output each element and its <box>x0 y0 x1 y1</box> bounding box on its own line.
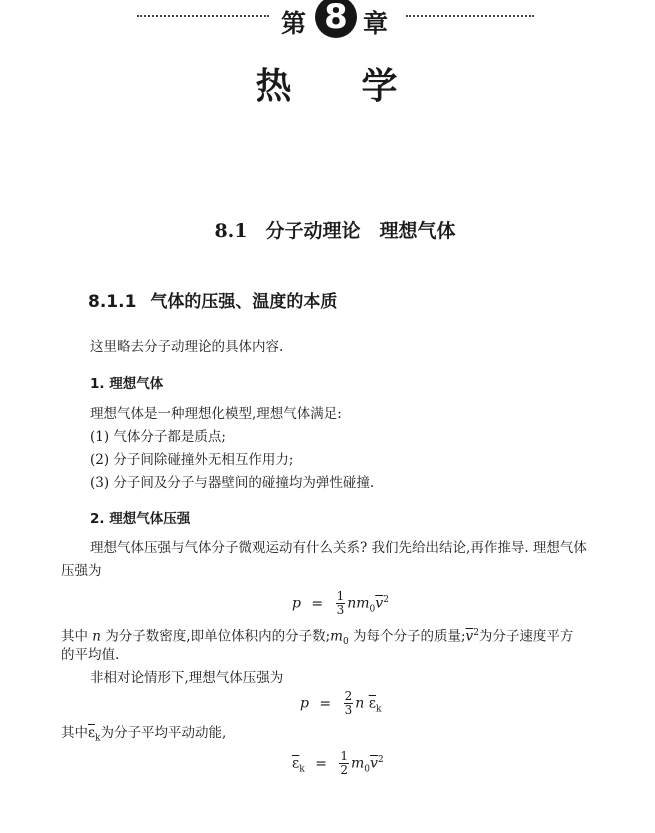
expl1-c: 为每个分子的质量; <box>352 628 466 645</box>
eq3-numerator: 1 <box>340 749 349 763</box>
equation-pressure-1 <box>292 590 389 617</box>
ideal-gas-item-1: (1) 气体分子都是质点; <box>90 429 226 445</box>
eq2-numerator: 2 <box>344 689 353 703</box>
eq2-denominator: 3 <box>344 703 353 717</box>
section-title <box>0 216 655 243</box>
expl2-eps: $\overline{\varepsilon}$ <box>88 725 95 741</box>
explanation-line-2: 的平均值. <box>61 647 120 663</box>
eq1-numerator: 1 <box>336 589 345 603</box>
eq2-equals: = <box>319 695 332 712</box>
section-number: 8.1 <box>214 220 248 242</box>
expl2-b: 为分子平均平动动能, <box>100 725 227 741</box>
eq1-fraction <box>336 590 346 617</box>
expl1-b: 为分子数密度,即单位体积内的分子数; <box>105 628 331 645</box>
equation-pressure-2 <box>300 690 381 717</box>
chapter-number-badge: 8 <box>315 0 357 38</box>
eq3-fraction <box>339 750 349 777</box>
eq1-sub: 0 <box>369 604 376 615</box>
eq3-m: m <box>351 755 365 772</box>
pressure-paragraph-line-2: 压强为 <box>61 563 102 579</box>
eq2-epssub: k <box>376 704 382 715</box>
subsection-number: 8.1.1 <box>88 292 137 312</box>
heading-ideal-gas-pressure: 2. 理想气体压强 <box>90 511 191 527</box>
equation-kinetic-energy <box>292 750 384 777</box>
eq3-msub: 0 <box>364 764 371 775</box>
eq3-equals: = <box>315 755 327 772</box>
nonrelativistic-line: 非相对论情形下,理想气体压强为 <box>90 670 284 686</box>
subsection-title-text: 气体的压强、温度的本质 <box>150 292 338 312</box>
expl2-epssub: k <box>95 733 101 744</box>
eq1-lhs: p <box>292 595 301 612</box>
chapter-title <box>0 58 655 109</box>
eq2-fraction <box>344 690 354 717</box>
heading-ideal-gas: 1. 理想气体 <box>90 376 164 392</box>
chapter-title-char-1: 热 <box>255 65 294 107</box>
expl2-a: 其中 <box>61 725 88 741</box>
eq1-rhs: nm <box>347 595 370 612</box>
ideal-gas-item-3: (3) 分子间及分子与器壁间的碰撞均为弹性碰撞. <box>90 475 375 491</box>
explanation-line-1 <box>61 623 573 652</box>
ideal-gas-item-2: (2) 分子间除碰撞外无相互作用力; <box>90 452 294 468</box>
eq2-eps: $\overline{\varepsilon}$ <box>368 695 376 712</box>
ideal-gas-lead: 理想气体是一种理想化模型,理想气体满足: <box>90 406 342 422</box>
chapter-title-char-2: 学 <box>361 65 400 107</box>
expl1-a: 其中 <box>61 628 88 645</box>
chapter-heading <box>281 0 393 38</box>
eq1-sup: 2 <box>383 594 389 605</box>
section-title-text: 分子动理论 理想气体 <box>265 220 456 242</box>
pressure-paragraph-line-1: 理想气体压强与气体分子微观运动有什么关系? 我们先给出结论,再作推导. 理想气体 <box>90 540 587 556</box>
explanation-kinetic-energy <box>61 723 226 749</box>
expl1-vsup: 2 <box>473 628 479 638</box>
header-rule-right <box>406 15 534 17</box>
eq1-bar-v: $\overline{v}$ <box>375 595 384 612</box>
eq3-denominator: 2 <box>340 763 349 777</box>
expl1-msub: 0 <box>342 637 349 648</box>
eq1-denominator: 3 <box>336 603 345 617</box>
eq1-equals: = <box>311 595 324 612</box>
eq2-lhs: p <box>300 695 309 712</box>
expl1-n: n <box>92 628 101 645</box>
eq3-v: $\overline{v}$ <box>370 755 378 772</box>
header-rule-left <box>137 15 269 17</box>
eq3-epssub: k <box>299 764 305 775</box>
expl1-m: m <box>330 628 343 645</box>
chapter-suffix: 章 <box>363 9 389 38</box>
expl1-d: 为分子速度平方 <box>478 628 574 645</box>
chapter-prefix: 第 <box>281 9 307 38</box>
subsection-title <box>88 287 337 312</box>
eq3-vsup: 2 <box>377 754 384 765</box>
eq2-n: n <box>355 695 365 712</box>
intro-paragraph: 这里略去分子动理论的具体内容. <box>90 339 284 355</box>
eq3-eps: $\overline{\varepsilon}$ <box>292 755 300 772</box>
expl1-v: $\overline{v}$ <box>465 628 474 645</box>
